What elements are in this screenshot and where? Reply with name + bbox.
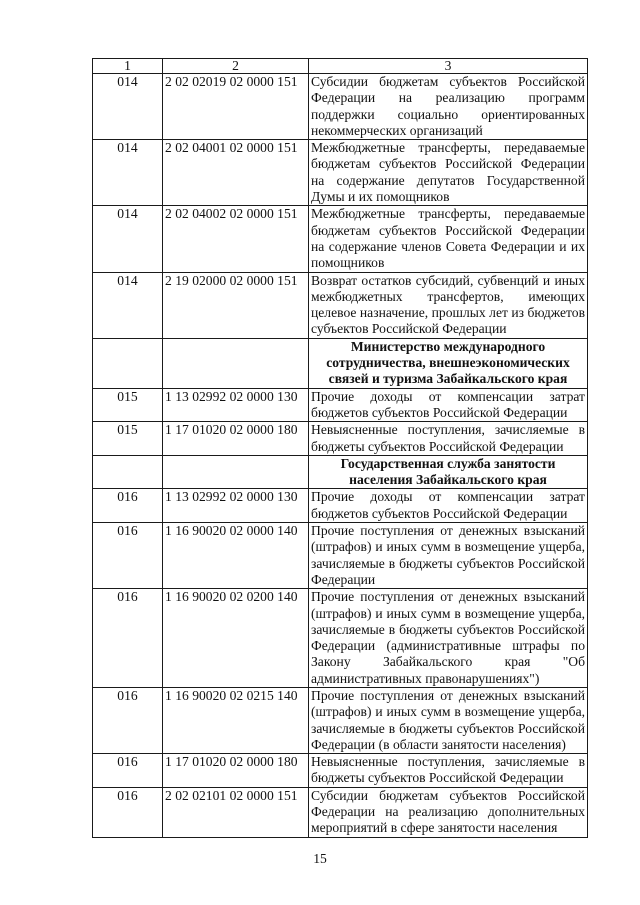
admin-code-cell: 015 [93, 388, 163, 422]
admin-code-cell: 014 [93, 140, 163, 206]
budget-code-cell: 1 16 90020 02 0200 140 [163, 589, 309, 688]
revenue-description-cell: Прочие доходы от компенсации затрат бюджетов субъектов Российской Федерации [309, 489, 588, 523]
revenue-description-cell: Прочие доходы от компенсации затрат бюджетов субъектов Российской Федерации [309, 388, 588, 422]
table-row [93, 388, 588, 422]
revenue-description-cell: Невыясненные поступления, зачисляемые в бюджеты субъектов Российской Федерации [309, 754, 588, 788]
page-number: 15 [313, 851, 327, 866]
section-heading: Министерство международного сотрудничества, внешнеэкономических связей и туризма Забайкальского края [309, 338, 588, 388]
revenue-description-cell: Субсидии бюджетам субъектов Российской Федерации на реализацию программ поддержки социально ориентированных некоммерческих организаций [309, 74, 588, 140]
section-heading: Государственная служба занятости населения Забайкальского края [309, 455, 588, 489]
revenue-description-cell: Прочие поступления от денежных взысканий (штрафов) и иных сумм в возмещение ущерба, зачисляемые в бюджеты субъектов Российской Федерации [309, 523, 588, 589]
admin-code-cell: 016 [93, 754, 163, 788]
empty-cell [163, 338, 309, 388]
budget-code-cell: 1 13 02992 02 0000 130 [163, 388, 309, 422]
table-row [93, 787, 588, 837]
revenue-description-cell: Межбюджетные трансферты, передаваемые бюджетам субъектов Российской Федерации на содержание депутатов Государственной Думы и их помощников [309, 140, 588, 206]
budget-code-cell: 2 02 02101 02 0000 151 [163, 787, 309, 837]
column-number-2: 2 [163, 59, 309, 74]
budget-code-cell: 1 16 90020 02 0215 140 [163, 687, 309, 753]
table-row [93, 74, 588, 140]
table-row [93, 206, 588, 272]
budget-code-cell: 1 16 90020 02 0000 140 [163, 523, 309, 589]
revenue-description-cell: Прочие поступления от денежных взысканий (штрафов) и иных сумм в возмещение ущерба, зачисляемые в бюджеты субъектов Российской Федерации (административные штрафы по Закону Забайкальского края "Об административных правонарушениях") [309, 589, 588, 688]
budget-code-cell: 1 13 02992 02 0000 130 [163, 489, 309, 523]
budget-code-cell: 1 17 01020 02 0000 180 [163, 754, 309, 788]
budget-code-cell: 1 17 01020 02 0000 180 [163, 422, 309, 456]
table-row [93, 589, 588, 688]
admin-code-cell: 016 [93, 687, 163, 753]
section-row [93, 338, 588, 388]
empty-cell [93, 338, 163, 388]
table-header-row [93, 59, 588, 74]
admin-code-cell: 016 [93, 787, 163, 837]
revenue-description-cell: Субсидии бюджетам субъектов Российской Федерации на реализацию дополнительных мероприятий в сфере занятости населения [309, 787, 588, 837]
empty-cell [93, 455, 163, 489]
revenue-description-cell: Прочие поступления от денежных взысканий (штрафов) и иных сумм в возмещение ущерба, зачисляемые в бюджеты субъектов Российской Федерации (в области занятости населения) [309, 687, 588, 753]
table-row [93, 422, 588, 456]
table-row [93, 754, 588, 788]
admin-code-cell: 016 [93, 523, 163, 589]
budget-code-cell: 2 02 04001 02 0000 151 [163, 140, 309, 206]
table-row [93, 140, 588, 206]
table-row [93, 272, 588, 338]
revenue-description-cell: Возврат остатков субсидий, субвенций и иных межбюджетных трансфертов, имеющих целевое назначение, прошлых лет из бюджетов субъектов Российской Федерации [309, 272, 588, 338]
admin-code-cell: 014 [93, 206, 163, 272]
table-row [93, 523, 588, 589]
admin-code-cell: 014 [93, 272, 163, 338]
admin-code-cell: 014 [93, 74, 163, 140]
budget-code-cell: 2 02 04002 02 0000 151 [163, 206, 309, 272]
revenue-description-cell: Межбюджетные трансферты, передаваемые бюджетам субъектов Российской Федерации на содержание членов Совета Федерации и их помощников [309, 206, 588, 272]
column-number-3: 3 [309, 59, 588, 74]
admin-code-cell: 015 [93, 422, 163, 456]
admin-code-cell: 016 [93, 589, 163, 688]
admin-code-cell: 016 [93, 489, 163, 523]
section-row [93, 455, 588, 489]
table-row [93, 489, 588, 523]
budget-code-cell: 2 19 02000 02 0000 151 [163, 272, 309, 338]
table-row [93, 687, 588, 753]
column-number-1: 1 [93, 59, 163, 74]
budget-code-cell: 2 02 02019 02 0000 151 [163, 74, 309, 140]
empty-cell [163, 455, 309, 489]
revenue-description-cell: Невыясненные поступления, зачисляемые в бюджеты субъектов Российской Федерации [309, 422, 588, 456]
revenue-codes-table [92, 58, 588, 838]
